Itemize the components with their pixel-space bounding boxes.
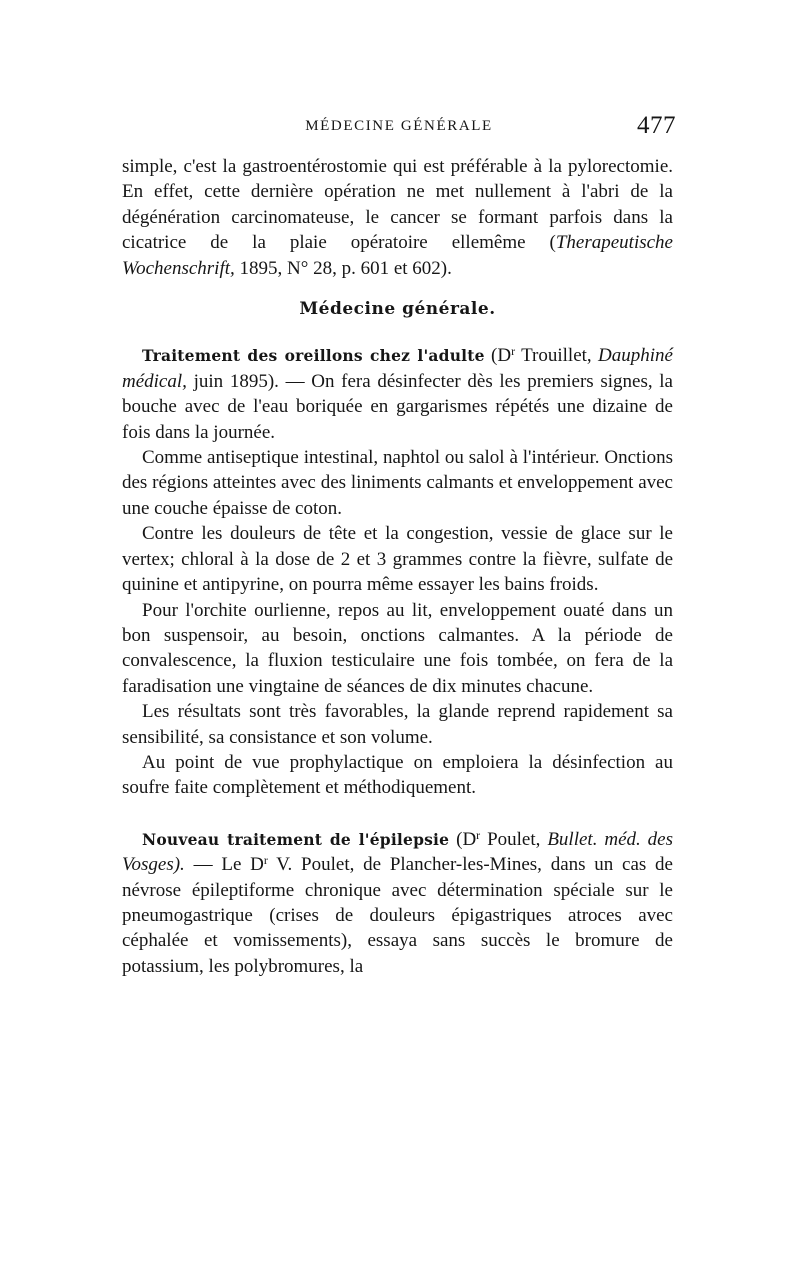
continuation-paragraph [122,154,673,281]
body-text [122,154,673,979]
article-2-author-name: Poulet, [480,828,548,850]
article-1-intro: juin 1895). — On fera désinfecter dès les premiers signes, la bouche avec de l'eau boriquée en gargarismes répétés une dizaine de fois dans la journée. [122,370,673,443]
article-1-title: Traitement des oreillons chez l'adulte [142,346,485,366]
article-1-paragraph-3: Contre les douleurs de tête et la congestion, vessie de glace sur le vertex; chloral à la dose de 2 et 3 grammes contre la fièvre, sulfate de quinine et antipyrine, on pourra même essayer les bains froids. [122,523,673,596]
continuation-text-2: 1895, N° 28, p. 601 et 602). [234,257,452,279]
article-1-paragraph-2: Comme antiseptique intestinal, naphtol ou salol à l'intérieur. Onctions des régions atteintes avec des liniments calmants et enveloppement avec une couche épaisse de coton. [122,447,673,519]
article-2-text-sup: r [263,853,268,868]
article-1-author-name: Trouillet, [515,345,599,367]
article-1-journal: Dauphiné médical, [122,345,673,392]
article-2-author-sup: r [476,827,481,842]
article-epilepsie [122,827,673,979]
article-1-paragraph-6: Au point de vue prophylactique on emploiera la désinfection au soufre faite complètement et méthodiquement. [122,751,673,799]
article-1-author-open: (D [484,345,512,367]
article-1-paragraph-4: Pour l'orchite ourlienne, repos au lit, enveloppement ouaté dans un bon suspensoir, au besoin, onctions calmantes. A la période de convalescence, la fluxion testiculaire une fois tombée, on fera de la faradisation une vingtaine de séances de dix minutes chacune. [122,599,673,697]
article-2-text-b: V. Poulet, de Plancher-les-Mines, dans un cas de névrose épileptiforme chronique avec détermination spéciale sur le pneumogastrique (crises de douleurs épigastriques atroces avec céphalée et vomissements), essaya sans succès le bromure de potassium, les polybromures, la [122,854,673,977]
article-2-text-a: — Le D [184,854,264,876]
article-2-title: Nouveau traitement de l'épilepsie [142,829,450,849]
article-2-author-open: (D [449,828,477,850]
article-1-intro-paragraph [122,343,673,445]
article-2-journal: Bullet. méd. des Vosges). [122,828,673,876]
continuation-journal: Therapeutische Wochenschrift, [122,232,673,279]
section-heading: Médecine générale. [299,299,496,320]
article-1-author-sup: r [511,344,516,359]
page-number: 477 [637,112,676,139]
continuation-text-1: simple, c'est la gastroentérostomie qui est préférable à la pylorectomie. En effet, cette dernière opération ne met nullement à l'abri de la dégénération carcinomateuse, le cancer se formant parfois dans la cicatrice de la plaie opératoire ellemême ( [122,156,673,254]
article-2-paragraph [122,827,673,979]
running-title: MÉDECINE GÉNÉRALE [305,118,493,134]
article-oreillons [122,343,673,800]
running-head [122,112,676,142]
article-1-paragraph-5: Les résultats sont très favorables, la glande reprend rapidement sa sensibilité, sa consistance et son volume. [122,701,673,748]
